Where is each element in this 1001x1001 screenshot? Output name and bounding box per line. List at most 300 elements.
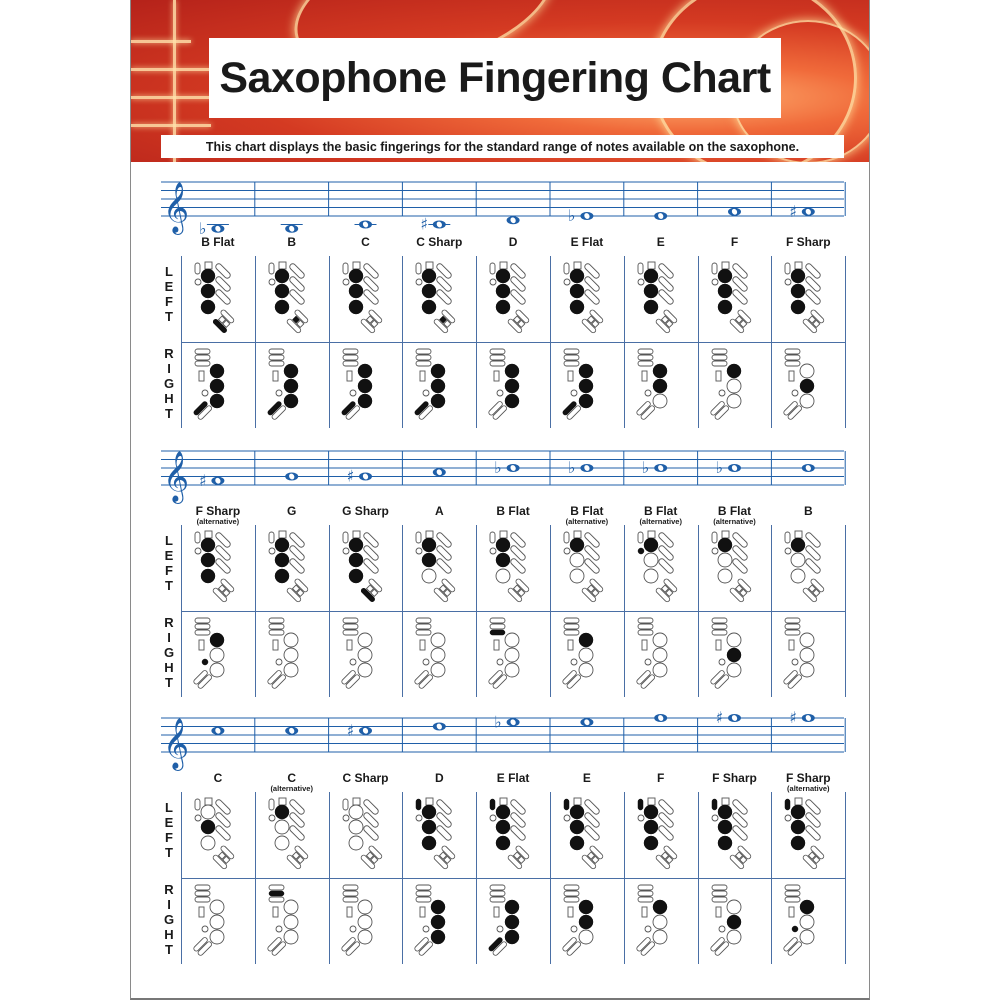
front-f-key-open	[279, 798, 286, 805]
side-key-2-open	[564, 891, 579, 896]
right-key-6-open	[727, 663, 741, 677]
title-box	[209, 38, 781, 118]
note-label	[329, 236, 403, 248]
whole-note-icon	[211, 477, 224, 485]
grid-column-line	[550, 792, 551, 964]
right-fingering-cell	[779, 343, 839, 431]
left-key-3-open	[791, 569, 805, 583]
note-label	[771, 236, 845, 248]
left-key-1-pressed	[570, 269, 584, 283]
octave-key-open	[269, 532, 274, 543]
grid-column-line	[698, 792, 699, 964]
side-f-sharp-key-open	[642, 640, 647, 650]
whole-note-icon	[728, 714, 741, 722]
left-fingering-cell	[263, 793, 323, 881]
side-f-sharp-key-open	[420, 640, 425, 650]
left-fingering-cell	[263, 526, 323, 614]
subtitle-box	[161, 135, 844, 158]
note-label	[624, 772, 698, 784]
right-fingering-cell	[558, 612, 618, 700]
left-key-1-pressed	[570, 538, 584, 552]
left-fingering-cell	[779, 793, 839, 881]
fingering-section-2	[131, 437, 869, 705]
left-hand-fingering-icon	[410, 793, 470, 877]
note-name: G Sharp	[342, 504, 389, 518]
side-key-2-open	[712, 624, 727, 629]
side-key-3-open	[195, 897, 210, 902]
note-name: C Sharp	[416, 235, 463, 249]
right-key-5-open	[210, 648, 224, 662]
grid-column-line	[402, 525, 403, 697]
left-fingering-cell	[632, 793, 692, 881]
right-key-4-open	[358, 900, 372, 914]
left-key-1-pressed	[422, 269, 436, 283]
front-f-key-open	[722, 262, 729, 269]
note-name: B Flat	[644, 504, 678, 518]
side-key-1-open	[416, 618, 431, 623]
right-fingering-cell	[337, 612, 397, 700]
right-small-key-open	[350, 390, 356, 396]
left-key-3-pressed	[570, 300, 584, 314]
whole-note-icon	[507, 718, 520, 726]
side-key-1-open	[785, 618, 800, 623]
front-f-key-open	[648, 262, 655, 269]
right-hand-fingering-icon	[706, 343, 766, 427]
right-hand-fingering-icon	[558, 879, 618, 963]
whole-note-icon	[359, 221, 372, 229]
sharp-icon: ♯	[789, 201, 798, 221]
bis-key-open	[712, 279, 718, 285]
bis-key-open	[269, 815, 275, 821]
right-fingering-cell	[779, 879, 839, 967]
note-name: D	[508, 235, 518, 249]
right-small-key-open	[350, 926, 356, 932]
whole-note-icon	[728, 208, 741, 216]
side-f-sharp-key-open	[199, 907, 204, 917]
left-key-2-pressed	[349, 284, 363, 298]
right-hand-fingering-icon	[779, 343, 839, 427]
sharp-icon: ♯	[715, 708, 724, 727]
right-fingering-cell	[706, 343, 766, 431]
left-key-2-open	[644, 553, 658, 567]
right-hand-fingering-icon	[410, 612, 470, 696]
right-hand-fingering-icon	[484, 879, 544, 963]
left-fingering-cell	[484, 793, 544, 881]
grid-column-line	[771, 525, 772, 697]
whole-note-icon	[728, 464, 741, 472]
side-key-3-open	[195, 630, 210, 635]
right-hand-fingering-icon	[632, 612, 692, 696]
note-name: E	[582, 771, 591, 785]
left-fingering-cell	[706, 526, 766, 614]
octave-key-open	[785, 263, 790, 274]
right-small-key-open	[571, 659, 577, 665]
left-key-1-pressed	[201, 269, 215, 283]
front-f-key-open	[205, 798, 212, 805]
whole-note-icon	[285, 473, 298, 481]
octave-key-pressed	[564, 799, 569, 810]
grid-column-line	[329, 792, 330, 964]
right-key-6-pressed	[210, 394, 224, 408]
right-key-5-open	[800, 648, 814, 662]
note-name: B Flat	[201, 235, 235, 249]
left-key-3-pressed	[791, 836, 805, 850]
left-fingering-cell	[189, 526, 249, 614]
left-key-2-pressed	[201, 284, 215, 298]
left-fingering-cell	[558, 257, 618, 345]
note-name: E Flat	[496, 771, 530, 785]
side-key-2-open	[195, 624, 210, 629]
left-fingering-cell	[189, 793, 249, 881]
side-key-2-open	[195, 891, 210, 896]
side-f-sharp-key-open	[789, 907, 794, 917]
left-fingering-cell	[484, 257, 544, 345]
right-hand-label: R I G H T	[163, 882, 175, 957]
right-key-5-open	[800, 915, 814, 929]
side-key-2-open	[343, 891, 358, 896]
right-key-5-open	[358, 648, 372, 662]
right-fingering-cell	[263, 879, 323, 967]
bis-key-open	[416, 548, 422, 554]
left-key-3-pressed	[496, 836, 510, 850]
whole-note-icon	[433, 221, 446, 229]
right-small-key-open	[276, 390, 282, 396]
right-fingering-cell	[410, 343, 470, 431]
right-fingering-cell	[779, 612, 839, 700]
flat-icon: ♭	[198, 218, 207, 238]
bis-key-open	[195, 279, 201, 285]
side-f-sharp-key-open	[642, 371, 647, 381]
bis-key-open	[785, 279, 791, 285]
right-key-4-open	[358, 633, 372, 647]
grid-column-line	[845, 256, 846, 428]
octave-key-open	[416, 532, 421, 543]
left-hand-fingering-icon	[337, 526, 397, 610]
right-key-5-pressed	[653, 379, 667, 393]
right-key-4-open	[727, 633, 741, 647]
right-key-4-pressed	[358, 364, 372, 378]
side-key-1-open	[195, 349, 210, 354]
bis-key-open	[490, 815, 496, 821]
note-name: F Sharp	[785, 235, 831, 249]
whole-note-icon	[359, 473, 372, 481]
right-small-key-pressed	[792, 926, 798, 932]
alternative-note: (alternative)	[639, 517, 682, 526]
grid-column-line	[181, 792, 182, 964]
side-f-sharp-key-open	[789, 371, 794, 381]
right-fingering-cell	[263, 343, 323, 431]
music-staff	[161, 708, 844, 768]
bis-key-open	[490, 548, 496, 554]
side-f-sharp-key-open	[420, 371, 425, 381]
bis-key-open	[343, 548, 349, 554]
octave-key-open	[269, 263, 274, 274]
staff-row	[161, 441, 844, 501]
right-fingering-cell	[410, 879, 470, 967]
right-small-key-open	[202, 926, 208, 932]
right-key-5-open	[284, 648, 298, 662]
left-key-1-pressed	[791, 538, 805, 552]
right-key-6-open	[800, 663, 814, 677]
right-key-5-pressed	[505, 915, 519, 929]
header-banner	[131, 0, 869, 162]
right-key-5-open	[579, 648, 593, 662]
right-key-4-open	[800, 633, 814, 647]
side-key-2-open	[343, 355, 358, 360]
right-key-6-open	[358, 930, 372, 944]
side-key-1-open	[712, 618, 727, 623]
left-fingering-cell	[337, 257, 397, 345]
right-key-6-pressed	[284, 394, 298, 408]
left-hand-fingering-icon	[410, 526, 470, 610]
right-hand-fingering-icon	[410, 343, 470, 427]
right-hand-fingering-icon	[779, 612, 839, 696]
bis-key-open	[638, 279, 644, 285]
right-hand-fingering-icon	[263, 612, 323, 696]
right-key-4-pressed	[727, 364, 741, 378]
side-key-1-open	[564, 349, 579, 354]
side-key-3-open	[343, 897, 358, 902]
left-hand-fingering-icon	[263, 793, 323, 877]
right-hand-fingering-icon	[410, 879, 470, 963]
side-key-2-open	[490, 624, 505, 629]
whole-note-icon	[285, 727, 298, 735]
left-key-3-pressed	[644, 836, 658, 850]
right-small-key-open	[645, 390, 651, 396]
octave-key-open	[343, 532, 348, 543]
right-key-4-open	[284, 633, 298, 647]
left-key-3-open	[422, 569, 436, 583]
note-name: F Sharp	[785, 771, 831, 785]
front-f-key-open	[205, 531, 212, 538]
right-key-6-pressed	[505, 394, 519, 408]
right-small-key-open	[497, 390, 503, 396]
left-key-3-open	[496, 569, 510, 583]
right-small-key-open	[719, 390, 725, 396]
grid-column-line	[476, 792, 477, 964]
left-key-3-pressed	[496, 300, 510, 314]
note-name: E	[656, 235, 665, 249]
grid-column-line	[771, 256, 772, 428]
right-small-key-open	[571, 926, 577, 932]
right-key-4-pressed	[579, 633, 593, 647]
right-key-6-open	[653, 394, 667, 408]
right-key-6-pressed	[579, 394, 593, 408]
right-key-6-open	[800, 394, 814, 408]
side-f-sharp-key-open	[273, 907, 278, 917]
right-key-4-open	[653, 633, 667, 647]
left-fingering-cell	[706, 793, 766, 881]
left-hand-fingering-icon	[337, 793, 397, 877]
alternative-note: (alternative)	[787, 784, 830, 793]
bis-key-open	[564, 815, 570, 821]
bis-key-open	[712, 815, 718, 821]
bis-key-open	[785, 548, 791, 554]
note-name: D	[434, 771, 444, 785]
front-f-key-open	[279, 531, 286, 538]
left-key-1-pressed	[718, 805, 732, 819]
side-key-3-open	[638, 361, 653, 366]
left-key-3-pressed	[791, 300, 805, 314]
grid-column-line	[402, 792, 403, 964]
left-key-3-pressed	[201, 300, 215, 314]
right-key-5-open	[505, 648, 519, 662]
fingering-chart-poster	[130, 0, 870, 1000]
left-key-3-open	[644, 569, 658, 583]
left-key-2-pressed	[496, 284, 510, 298]
octave-key-open	[564, 263, 569, 274]
right-key-4-open	[800, 364, 814, 378]
sharp-icon: ♯	[420, 214, 429, 234]
right-key-6-open	[358, 663, 372, 677]
right-small-key-open	[423, 390, 429, 396]
whole-note-icon	[433, 468, 446, 476]
side-key-3-open	[785, 630, 800, 635]
note-label	[698, 505, 772, 526]
side-key-2-open	[269, 624, 284, 629]
left-key-1-pressed	[644, 269, 658, 283]
left-key-3-pressed	[718, 300, 732, 314]
side-key-1-open	[490, 885, 505, 890]
right-key-4-pressed	[653, 364, 667, 378]
right-hand-fingering-icon	[779, 879, 839, 963]
side-key-3-open	[638, 630, 653, 635]
octave-key-open	[638, 263, 643, 274]
note-label	[402, 236, 476, 248]
right-key-4-pressed	[505, 900, 519, 914]
grid-column-line	[624, 256, 625, 428]
octave-key-open	[195, 799, 200, 810]
right-key-6-open	[579, 930, 593, 944]
left-hand-fingering-icon	[484, 793, 544, 877]
right-key-6-open	[800, 930, 814, 944]
right-key-5-open	[727, 379, 741, 393]
left-key-1-pressed	[496, 269, 510, 283]
grid-column-line	[550, 525, 551, 697]
left-fingering-cell	[632, 526, 692, 614]
left-key-2-pressed	[275, 284, 289, 298]
octave-key-open	[195, 263, 200, 274]
left-key-3-pressed	[349, 569, 363, 583]
front-f-key-open	[500, 262, 507, 269]
left-key-3-pressed	[422, 836, 436, 850]
left-fingering-cell	[189, 257, 249, 345]
right-key-4-open	[505, 633, 519, 647]
side-key-1-open	[343, 349, 358, 354]
right-small-key-open	[792, 659, 798, 665]
right-key-4-pressed	[431, 900, 445, 914]
note-label	[476, 236, 550, 248]
right-key-5-pressed	[358, 379, 372, 393]
side-key-2-open	[416, 355, 431, 360]
right-key-5-pressed	[800, 379, 814, 393]
right-key-5-pressed	[210, 379, 224, 393]
octave-key-pressed	[712, 799, 717, 810]
left-key-2-pressed	[644, 284, 658, 298]
left-key-1-pressed	[201, 538, 215, 552]
right-key-6-open	[653, 930, 667, 944]
left-key-2-open	[791, 553, 805, 567]
left-key-2-pressed	[201, 553, 215, 567]
left-hand-label: L E F T	[164, 533, 174, 593]
note-name: C Sharp	[342, 771, 389, 785]
right-small-key-open	[276, 659, 282, 665]
side-key-1-open	[490, 349, 505, 354]
whole-note-icon	[359, 727, 372, 735]
right-fingering-cell	[632, 343, 692, 431]
side-key-1-open	[416, 349, 431, 354]
note-label	[771, 772, 845, 793]
bis-key-open	[564, 548, 570, 554]
left-key-1-pressed	[275, 805, 289, 819]
left-key-2-pressed	[349, 553, 363, 567]
right-key-6-open	[210, 930, 224, 944]
side-key-1-open	[564, 885, 579, 890]
right-hand-fingering-icon	[189, 879, 249, 963]
right-hand-fingering-icon	[263, 879, 323, 963]
right-fingering-cell	[189, 879, 249, 967]
front-f-key-open	[574, 798, 581, 805]
bis-key-open	[785, 815, 791, 821]
front-f-key-open	[426, 798, 433, 805]
side-f-sharp-key-open	[568, 371, 573, 381]
left-key-1-pressed	[644, 805, 658, 819]
side-key-1-open	[490, 618, 505, 623]
octave-key-pressed	[638, 799, 643, 810]
side-key-3-open	[195, 361, 210, 366]
side-f-sharp-key-open	[273, 640, 278, 650]
left-key-2-open	[349, 820, 363, 834]
whole-note-icon	[802, 208, 815, 216]
right-hand-fingering-icon	[632, 343, 692, 427]
note-label	[181, 505, 255, 526]
left-hand-fingering-icon	[632, 257, 692, 341]
side-key-2-open	[564, 624, 579, 629]
flat-icon: ♭	[715, 458, 724, 477]
grid-column-line	[624, 525, 625, 697]
side-key-2-open	[712, 355, 727, 360]
whole-note-icon	[654, 464, 667, 472]
left-key-1-open	[201, 805, 215, 819]
alternative-note: (alternative)	[270, 784, 313, 793]
left-hand-fingering-icon	[189, 257, 249, 341]
fingering-section-1	[131, 168, 869, 436]
grid-column-line	[845, 792, 846, 964]
side-key-1-open	[195, 885, 210, 890]
front-f-key-open	[500, 531, 507, 538]
right-key-5-pressed	[505, 379, 519, 393]
left-key-2-pressed	[644, 820, 658, 834]
left-hand-fingering-icon	[189, 793, 249, 877]
sharp-icon: ♯	[346, 720, 355, 740]
grid-column-line	[329, 525, 330, 697]
left-key-1-pressed	[791, 269, 805, 283]
bis-key-open	[195, 548, 201, 554]
side-key-1-open	[638, 885, 653, 890]
left-key-3-pressed	[718, 836, 732, 850]
right-hand-fingering-icon	[263, 343, 323, 427]
right-fingering-cell	[337, 879, 397, 967]
right-small-key-open	[792, 390, 798, 396]
right-key-5-open	[431, 648, 445, 662]
right-key-4-pressed	[210, 633, 224, 647]
side-key-1-open	[638, 349, 653, 354]
fingering-section-3	[131, 704, 869, 972]
front-f-key-open	[795, 262, 802, 269]
grid-column-line	[476, 525, 477, 697]
note-label	[476, 772, 550, 784]
side-f-sharp-key-open	[568, 907, 573, 917]
